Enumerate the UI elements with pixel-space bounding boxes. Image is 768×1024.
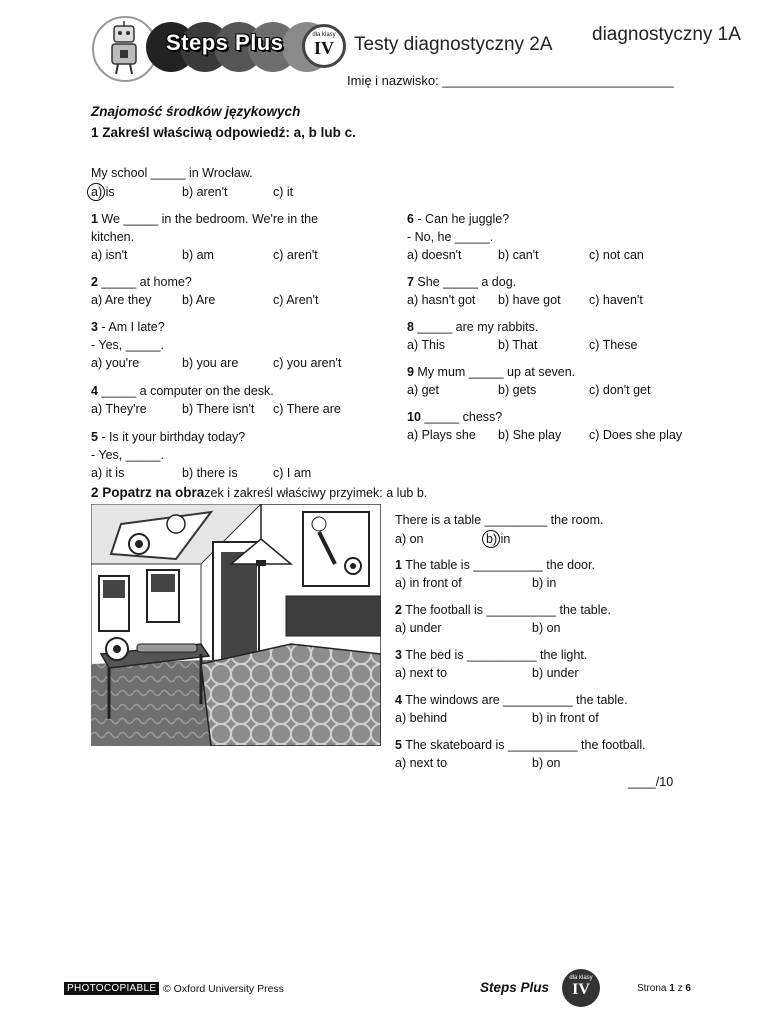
answer-option[interactable]: a) next to [395,666,448,680]
question-text: 6 - Can he juggle? [407,212,510,226]
answer-options [395,574,695,592]
question-text: - No, he _____. [407,230,494,244]
answer-option[interactable]: b) am [182,248,214,262]
question-text: 7 She _____ a dog. [407,275,517,289]
answer-option[interactable]: c) you aren't [273,356,342,370]
question-item [407,210,707,264]
grade-badge: dla klasy IV [302,24,346,68]
answer-option[interactable]: b) in front of [532,711,599,725]
answer-option[interactable]: c) These [589,338,638,352]
answer-options [407,426,707,444]
answer-option[interactable]: b) there is [182,466,238,480]
name-field[interactable]: Imię i nazwisko: ________________________________ [347,73,674,88]
answer-option[interactable]: a) in front of [395,576,462,590]
answer-option[interactable]: a) get [407,383,439,397]
section2-instruction: 2 Popatrz na obrazek i zakreśl właściwy przyimek: a lub b. [91,485,428,500]
question-text: 5 The skateboard is __________ the football. [395,738,646,752]
answer-option[interactable]: b) on [532,756,561,770]
answer-options [395,754,695,772]
question-text: 2 _____ at home? [91,275,192,289]
answer-option[interactable]: c) Does she play [589,428,683,442]
answer-options [91,354,391,372]
answer-option[interactable]: c) don't get [589,383,651,397]
answer-options [395,709,695,727]
section-heading: Znajomość środków językowych [91,104,301,119]
preposition-item [395,556,695,592]
answer-options [91,291,391,309]
answer-option[interactable]: b) you are [182,356,239,370]
question-text: 4 _____ a computer on the desk. [91,384,274,398]
answer-option[interactable]: a) Plays she [407,428,476,442]
question-item [407,408,707,444]
answer-option[interactable]: a) behind [395,711,448,725]
answer-option[interactable]: b) under [532,666,579,680]
question-text: kitchen. [91,230,135,244]
answer-option[interactable]: b) have got [498,293,561,307]
answer-option[interactable]: b) in [532,576,557,590]
answer-option[interactable]: a) Are they [91,293,152,307]
question-item [407,273,707,309]
answer-option[interactable]: a) They're [91,402,147,416]
footer-brand: Steps Plus [480,980,550,995]
answer-option[interactable]: c) aren't [273,248,318,262]
room-illustration [91,504,381,746]
preposition-item [395,646,695,682]
question-item [407,318,707,354]
page-indicator: Strona 1 z 6 [637,983,691,994]
question-item [407,363,707,399]
boy-face-icon [167,515,185,533]
question-text: 3 The bed is __________ the light. [395,648,588,662]
question-item [91,318,391,372]
answer-option[interactable]: b) That [498,338,538,352]
question-text: 8 _____ are my rabbits. [407,320,539,334]
copyright: © Oxford University Press [163,983,284,995]
answer-option[interactable]: c) Aren't [273,293,319,307]
s2-example-question: There is a table _________ the room. [395,513,604,527]
bed-icon [286,596,381,636]
test-title-overflow: diagnostyczny 1A [592,24,741,45]
question-text: - Yes, _____. [91,448,164,462]
mascot-icon [100,20,148,76]
preposition-item [395,601,695,637]
answer-options [395,664,695,682]
question-item [91,428,391,482]
answer-options [407,336,707,354]
answer-option[interactable]: a) it is [91,466,125,480]
question-text: 5 - Is it your birthday today? [91,430,246,444]
question-text: 10 _____ chess? [407,410,503,424]
answer-circle [87,183,105,201]
answer-option[interactable]: c) I am [273,466,312,480]
answer-option[interactable]: c) haven't [589,293,643,307]
brand-title: Steps Plus [166,30,284,55]
question-text: 1 The table is __________ the door. [395,558,595,572]
answer-options [91,400,391,418]
answer-option[interactable]: c) There are [273,402,341,416]
answer-option[interactable]: b) She play [498,428,562,442]
answer-circle [482,530,500,548]
preposition-item [395,736,695,772]
preposition-item [395,691,695,727]
answer-options [91,246,391,264]
header [88,10,768,80]
answer-option[interactable]: a) under [395,621,442,635]
example-question: My school _____ in Wrocław. [91,166,253,180]
answer-option[interactable]: a) next to [395,756,448,770]
skateboard-icon [137,644,197,652]
question-item [91,210,391,264]
answer-option[interactable]: a) doesn't [407,248,462,262]
answer-option[interactable]: a) you're [91,356,140,370]
answer-option[interactable]: b) There isn't [182,402,255,416]
answer-options [407,381,707,399]
answer-option[interactable]: b) can't [498,248,539,262]
answer-option[interactable]: b) Are [182,293,216,307]
answer-option[interactable]: b) on [532,621,561,635]
question-text: 1 We _____ in the bedroom. We're in the [91,212,319,226]
answer-options [91,464,391,482]
answer-options [407,291,707,309]
footer-grade-badge: dla klasy IV [562,969,600,1007]
photocopiable-badge: PHOTOCOPIABLE [64,982,159,995]
question-text: 9 My mum _____ up at seven. [407,365,576,379]
question-item [91,382,391,418]
answer-option[interactable]: b) gets [498,383,537,397]
answer-option[interactable]: a) isn't [91,248,128,262]
answer-option[interactable]: a) This [407,338,445,352]
question-text: 3 - Am I late? [91,320,165,334]
answer-option[interactable]: a) hasn't got [407,293,476,307]
question-text: - Yes, _____. [91,338,164,352]
answer-options [407,246,707,264]
question-item [91,273,391,309]
question-text: 4 The windows are __________ the table. [395,693,628,707]
score[interactable]: ____/10 [628,775,674,789]
answer-option[interactable]: c) not can [589,248,644,262]
question-text: 2 The football is __________ the table. [395,603,611,617]
answer-options [395,619,695,637]
test-title: Testy diagnostyczny 2A [354,34,553,55]
section1-instruction: 1 Zakreśl właściwą odpowiedź: a, b lub c. [91,125,356,140]
